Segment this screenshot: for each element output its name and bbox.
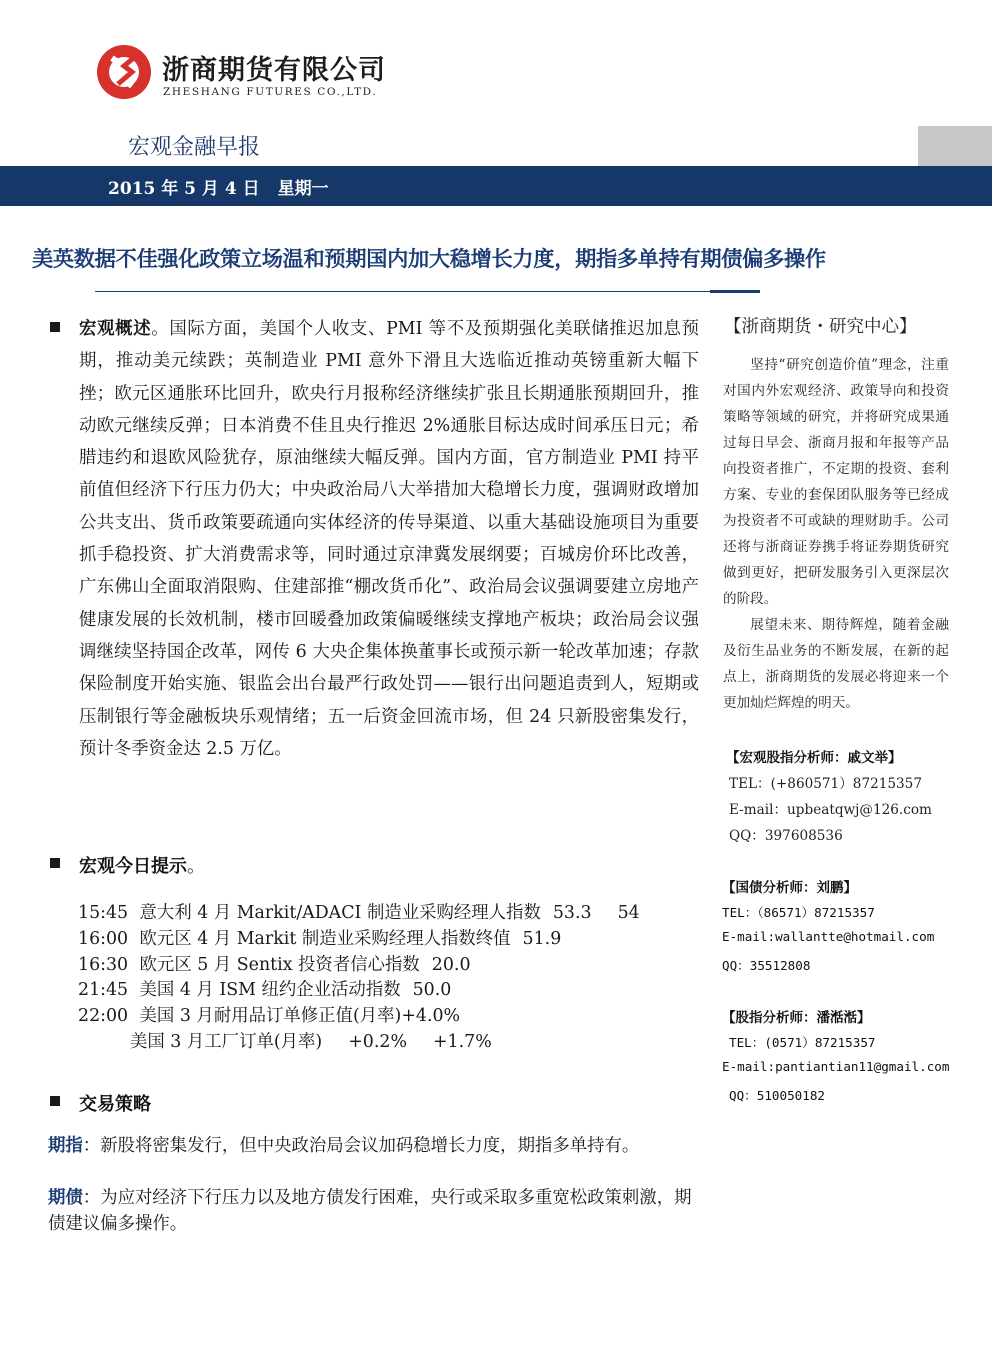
report-title: 宏观金融早报 [128,135,261,160]
analyst-qq: QQ：35512808 [722,958,811,973]
square-bullet-icon [50,322,60,332]
tip-value: 51.9 [522,929,562,949]
analyst-email[interactable]: E-mail:wallantte@hotmail.com [722,929,935,944]
strategy-text: ：新股将密集发行，但中央政治局会议加码稳增长力度，期指多单持有。 [82,1136,640,1156]
company-name-en: ZHESHANG FUTURES CO.,LTD. [163,86,378,98]
strategy-label: 期债 [48,1188,83,1208]
sidebar-intro: 坚持“研究创造价值”理念，注重对国内外宏观经济、政策导向和投资策略等领域的研究，并将研究成果通过每日早会、浙商月报和年报等产品向投资者推广，不定期的投资、套利方案、专业的套保团队服务等已经成为投资者不可或缺的理财助手。公司还将与浙商证券携手将证券期货研究做到更好，把研发服务引入更深层次的阶段。 [723,357,949,607]
analyst-heading: 【国债分析师：刘鹏】 [722,880,857,896]
analyst-heading: 【股指分析师：潘湉湉】 [722,1010,871,1026]
tip-row [130,1027,492,1052]
analyst-phone: TEL：（86571）87215357 [722,905,875,920]
zheshang-logo-icon [96,44,152,100]
square-bullet-icon [50,858,60,868]
tip-event: 意大利 4 月 Markit/ADACI 制造业采购经理人指数 [139,903,541,923]
tips-section-title [79,852,205,878]
analyst-heading: 【宏观股指分析师：戚文举】 [726,750,902,766]
tip-event: 欧元区 5 月 Sentix 投资者信心指数 [139,955,420,975]
tip-event: 欧元区 4 月 Markit 制造业采购经理人指数终值 [139,929,511,949]
analyst-qq: QQ：397608536 [729,828,843,844]
headline-divider-accent [710,290,760,293]
headline-divider [95,291,710,292]
overview-text: 。国际方面，美国个人收支、PMI 等不及预期强化美联储推迟加息预期，推动美元续跌；英制造业 PMI 意外下滑且大选临近推动英镑重新大幅下挫；欧元区通胀环比回升，欧央行月报称经济继续扩张且长期通胀预期回升，推动欧元继续反弹；日本消费不佳且央行推迟 2%通胀目标达成时间承压日元；希腊违约和退欧风险犹存，原油继续大幅反弹。国内方面，官方制造业 PMI 持平前值但经济下行压力仍大；中央政治局八大举措加大稳增长力度，强调财政增加公共支出、货币政策要疏通向实体经济的传导渠道、以重大基础设施项目为重要抓手稳投资、扩大消费需求等，同时通过京津冀发展纲要；百城房价环比改善，广东佛山全面取消限购、住建部推“棚改货币化”、政治局会议强调要建立房地产健康发展的长效机制，楼市回暖叠加政策偏暖继续支撑地产板块；政治局会议强调继续坚持国企改革，网传 6 大央企集体换董事长或预示新一轮改革加速；存款保险制度开始实施、银监会出台最严行政处罚——银行出问题追责到人，短期或压制银行等金融板块乐观情绪；五一后资金回流市场，但 24 只新股密集发行，预计冬季资金达 2.5 万亿。 [79,319,699,759]
weekday-value: 星期一 [277,179,329,199]
strategy-label: 期指 [48,1136,83,1156]
header-accent-block [918,126,992,166]
sidebar-title: 【浙商期货・研究中心】 [724,317,917,337]
tip-time: 22:00 [78,1006,129,1026]
tip-row [78,898,640,923]
overview-title: 宏观概述 [79,319,152,339]
tip-event: 美国 3 月耐用品订单修正值(月率) [139,1006,402,1026]
tip-row [78,924,561,949]
tip-value: 53.3 [552,903,592,923]
tip-value: +4.0% [401,1006,461,1026]
tip-value: 20.0 [431,955,471,975]
tip-value: +0.2% [348,1032,407,1052]
tip-time: 16:00 [78,929,129,949]
report-date [108,174,347,199]
tip-event: 美国 4 月 ISM 纽约企业活动指数 [139,980,401,1000]
tip-value-secondary: +1.7% [432,1032,492,1052]
tips-title-suffix: 。 [187,856,205,877]
tip-row [78,975,451,1000]
analyst-qq: QQ：510050182 [729,1088,825,1103]
strategy-section-title: 交易策略 [79,1094,151,1115]
tip-row [78,950,471,975]
sidebar-outlook: 展望未来、期待辉煌，随着金融及衍生品业务的不断发展，在新的起点上，浙商期货的发展必将迎来一个更加灿烂辉煌的明天。 [723,617,949,711]
tip-time: 21:45 [78,980,129,1000]
tip-time: 16:30 [78,955,129,975]
tip-value-secondary: 54 [617,903,640,923]
square-bullet-icon [50,1096,60,1106]
tip-value: 50.0 [412,980,452,1000]
tip-event: 美国 3 月工厂订单(月率) [130,1032,323,1052]
headline: 美英数据不佳强化政策立场温和预期国内加大稳增长力度，期指多单持有期债偏多操作 [32,246,826,271]
analyst-phone: TEL：(+860571）87215357 [729,776,922,792]
strategy-bond-futures [48,1185,700,1237]
analyst-email[interactable]: E-mail:pantiantian11@gmail.com [722,1059,950,1074]
analyst-phone: TEL：(0571）87215357 [729,1035,876,1050]
tip-time: 15:45 [78,903,129,923]
company-name-cn: 浙商期货有限公司 [162,55,386,86]
tips-title-text: 宏观今日提示 [79,856,187,877]
strategy-text: ：为应对经济下行压力以及地方债发行困难，央行或采取多重宽松政策刺激，期债建议偏多操作。 [48,1188,692,1234]
strategy-futures-index [48,1133,700,1159]
overview-paragraph [79,313,699,765]
date-value: 2015 年 5 月 4 日 [108,179,260,199]
analyst-email[interactable]: E-mail：upbeatqwj@126.com [729,802,932,818]
tip-row [78,1001,460,1026]
